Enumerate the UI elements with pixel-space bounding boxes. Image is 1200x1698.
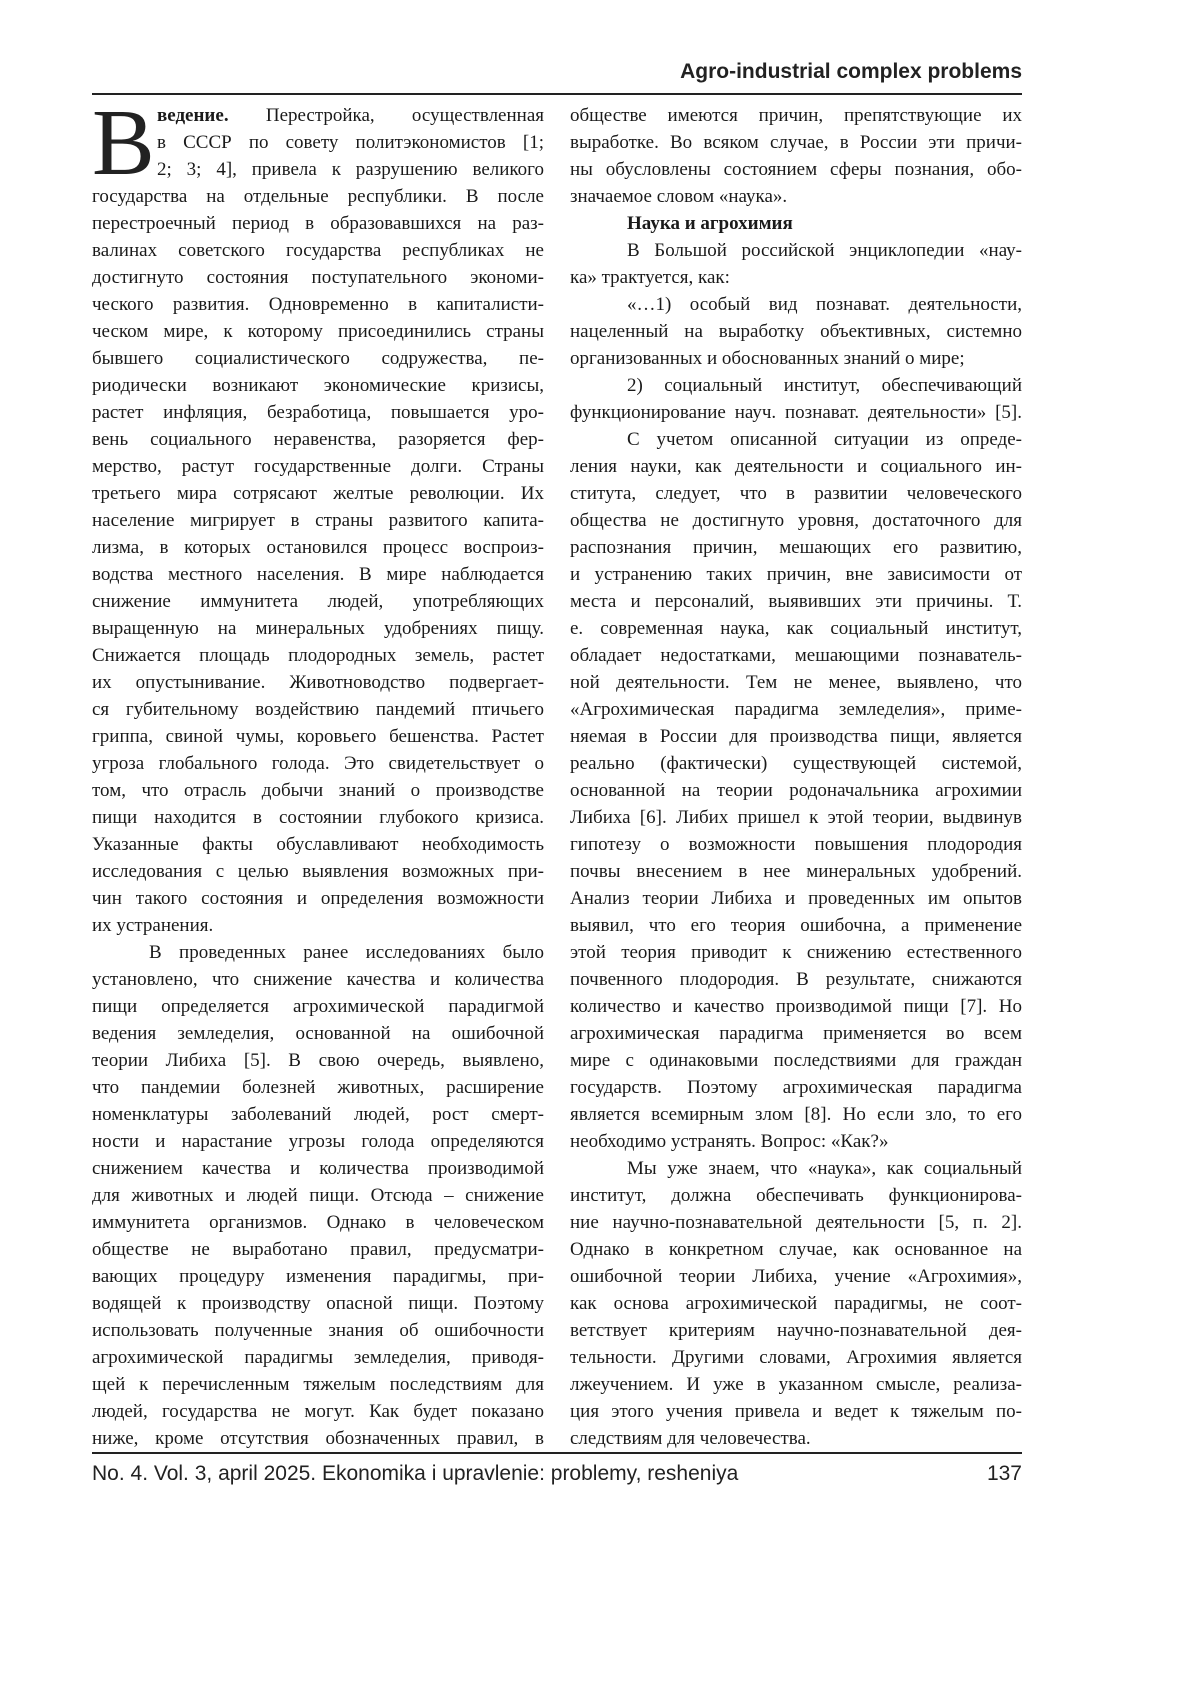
text-line: С учетом описанной ситуации из опреде- <box>570 426 1022 453</box>
text-line: мерство, растут государственные долги. Страны <box>92 453 544 480</box>
text-line: няемая в России для производства пищи, является <box>570 723 1022 750</box>
text-line: гриппа, свиной чумы, коровьего бешенства. Растет <box>92 723 544 750</box>
text-line: В Большой российской энциклопедии «нау- <box>570 237 1022 264</box>
text-line: растет инфляция, безработица, повышается уро- <box>92 399 544 426</box>
text-line: валинах советского государства республиках не <box>92 237 544 264</box>
text-line: места и персоналий, выявивших эти причины. Т. <box>570 588 1022 615</box>
text-line: обществе имеются причин, препятствующие их <box>570 102 1022 129</box>
text-line: институт, должна обеспечивать функционирова- <box>570 1182 1022 1209</box>
text-line: В проведенных ранее исследованиях было <box>92 939 544 966</box>
text-line: мире с одинаковыми последствиями для граждан <box>570 1047 1022 1074</box>
text-line: 2; 3; 4], привела к разрушению великого <box>92 156 544 183</box>
text-line: нацеленный на выработку объективных, системно <box>570 318 1022 345</box>
section-title: Agro-industrial complex problems <box>680 60 1022 84</box>
text-line: ческого развития. Одновременно в капиталисти- <box>92 291 544 318</box>
text-line: е. современная наука, как социальный институт, <box>570 615 1022 642</box>
text-line: исследования с целью выявления возможных при- <box>92 858 544 885</box>
text-line: гипотезу о возможности повышения плодородия <box>570 831 1022 858</box>
text-line: номенклатуры заболеваний людей, рост смерт- <box>92 1101 544 1128</box>
text-line: Либиха [6]. Либих пришел к этой теории, выдвинув <box>570 804 1022 831</box>
text-line: ной деятельности. Тем не менее, выявлено, что <box>570 669 1022 696</box>
text-line: Снижается площадь плодородных земель, растет <box>92 642 544 669</box>
text-line: пищи определяется агрохимической парадигмой <box>92 993 544 1020</box>
text-line: выявил, что его теория ошибочна, а применение <box>570 912 1022 939</box>
text-line: государства на отдельные республики. В после <box>92 183 544 210</box>
text-line: необходимо устранять. Вопрос: «Как?» <box>570 1128 1022 1155</box>
text-line: иммунитета организмов. Однако в человеческом <box>92 1209 544 1236</box>
intro-lead: ведение. <box>157 105 229 126</box>
text-line: достигнуто состояния поступательного экономи- <box>92 264 544 291</box>
text-line: чин такого состояния и определения возможности <box>92 885 544 912</box>
text-line: для животных и людей пищи. Отсюда – снижение <box>92 1182 544 1209</box>
text-line: агрохимическая парадигма применяется во всем <box>570 1020 1022 1047</box>
text-line: бывшего социалистического содружества, пе- <box>92 345 544 372</box>
text-line: почвенного плодородия. В результате, снижаются <box>570 966 1022 993</box>
text-line: «…1) особый вид познават. деятельности, <box>570 291 1022 318</box>
text-line: выработке. Во всяком случае, в России эти причи- <box>570 129 1022 156</box>
text-span: Перестройка, осуществленная <box>266 105 544 126</box>
text-line: установлено, что снижение качества и количества <box>92 966 544 993</box>
text-line: пищи находится в состоянии глубокого кризиса. <box>92 804 544 831</box>
text-line: ние научно-познавательной деятельности [5, п. 2]. <box>570 1209 1022 1236</box>
text-line: ститута, следует, что в развитии человеческого <box>570 480 1022 507</box>
text-line: является всемирным злом [8]. Но если зло, то его <box>570 1101 1022 1128</box>
text-line: снижение иммунитета людей, употребляющих <box>92 588 544 615</box>
text-line: ветствует критериям научно-познавательной дея- <box>570 1317 1022 1344</box>
text-line: людей, государства не могут. Как будет показано <box>92 1398 544 1425</box>
text-line: этой теория приводит к снижению естественного <box>570 939 1022 966</box>
text-line <box>92 102 544 129</box>
text-line: использовать полученные знания об ошибочности <box>92 1317 544 1344</box>
drop-cap: В <box>92 96 155 190</box>
text-line: водящей к производству опасной пищи. Поэтому <box>92 1290 544 1317</box>
text-line: что пандемии болезней животных, расширение <box>92 1074 544 1101</box>
text-line: тельности. Другими словами, Агрохимия является <box>570 1344 1022 1371</box>
footer-journal: No. 4. Vol. 3, april 2025. Ekonomika i upravlenie: problemy, resheniya <box>92 1462 738 1486</box>
text-line: Анализ теории Либиха и проведенных им опытов <box>570 885 1022 912</box>
text-line: основанной на теории родоначальника агрохимии <box>570 777 1022 804</box>
text-line: вень социального неравенства, разоряется фер- <box>92 426 544 453</box>
text-line: организованных и обоснованных знаний о мире; <box>570 345 1022 372</box>
text-line: распознания причин, мешающих его развитию, <box>570 534 1022 561</box>
text-line: 2) социальный институт, обеспечивающий <box>570 372 1022 399</box>
text-line: общества не достигнуто уровня, достаточного для <box>570 507 1022 534</box>
text-line: вающих процедуру изменения парадигмы, при- <box>92 1263 544 1290</box>
text-line: перестроечный период в образовавшихся на раз- <box>92 210 544 237</box>
text-line: том, что отрасль добычи знаний о производстве <box>92 777 544 804</box>
text-line: ка» трактуется, как: <box>570 264 1022 291</box>
text-line: функционирование науч. познават. деятельности» [5]. <box>570 399 1022 426</box>
text-line: ниже, кроме отсутствия обозначенных правил, в <box>92 1425 544 1452</box>
text-line: их опустынивание. Животноводство подвергает- <box>92 669 544 696</box>
left-column <box>92 102 544 1452</box>
text-line: ности и нарастание угрозы голода определяются <box>92 1128 544 1155</box>
footer-divider <box>92 1452 1022 1454</box>
text-line: ческом мире, к которому присоединились страны <box>92 318 544 345</box>
text-line: агрохимической парадигмы земледелия, приводя- <box>92 1344 544 1371</box>
text-line: лизма, в которых остановился процесс воспроиз- <box>92 534 544 561</box>
text-line: ведения земледелия, основанной на ошибочной <box>92 1020 544 1047</box>
page-number: 137 <box>987 1462 1022 1486</box>
text-line: «Агрохимическая парадигма земледелия», приме- <box>570 696 1022 723</box>
text-line: как основа агрохимической парадигмы, не соот- <box>570 1290 1022 1317</box>
text-line: лжеучением. И уже в указанном смысле, реализа- <box>570 1371 1022 1398</box>
text-line: следствиям для человечества. <box>570 1425 1022 1452</box>
section-heading <box>570 210 1022 237</box>
right-column <box>570 102 1022 1452</box>
header-divider <box>92 93 1022 95</box>
text-line: водства местного населения. В мире наблюдается <box>92 561 544 588</box>
text-line: значаемое словом «наука». <box>570 183 1022 210</box>
text-line: государств. Поэтому агрохимическая парадигма <box>570 1074 1022 1101</box>
text-line: Мы уже знаем, что «наука», как социальный <box>570 1155 1022 1182</box>
text-line: ны обусловлены состоянием сферы познания, обо- <box>570 156 1022 183</box>
text-line: и устранению таких причин, вне зависимости от <box>570 561 1022 588</box>
text-line: реально (фактически) существующей системой, <box>570 750 1022 777</box>
text-line: ся губительному воздействию пандемий птичьего <box>92 696 544 723</box>
text-line: их устранения. <box>92 912 544 939</box>
text-line: Однако в конкретном случае, как основанное на <box>570 1236 1022 1263</box>
text-line: угроза глобального голода. Это свидетельствует о <box>92 750 544 777</box>
text-line: количество и качество производимой пищи [7]. Но <box>570 993 1022 1020</box>
text-line: щей к перечисленным тяжелым последствиям для <box>92 1371 544 1398</box>
text-line: обществе не выработано правил, предусматри- <box>92 1236 544 1263</box>
heading-text: Наука и агрохимия <box>627 213 793 234</box>
text-line: обладает недостатками, мешающими познаватель- <box>570 642 1022 669</box>
text-line: Указанные факты обуславливают необходимость <box>92 831 544 858</box>
text-line: теории Либиха [5]. В свою очередь, выявлено, <box>92 1047 544 1074</box>
text-line: ошибочной теории Либиха, учение «Агрохимия», <box>570 1263 1022 1290</box>
text-line: выращенную на минеральных удобрениях пищу. <box>92 615 544 642</box>
text-line: третьего мира сотрясают желтые революции. Их <box>92 480 544 507</box>
text-line: почвы внесением в нее минеральных удобрений. <box>570 858 1022 885</box>
text-line: в СССР по совету политэкономистов [1; <box>92 129 544 156</box>
text-line: снижением качества и количества производимой <box>92 1155 544 1182</box>
text-line: ления науки, как деятельности и социального ин- <box>570 453 1022 480</box>
text-line: риодически возникают экономические кризисы, <box>92 372 544 399</box>
text-line: население мигрирует в страны развитого капита- <box>92 507 544 534</box>
text-line: ция этого учения привела и ведет к тяжелым по- <box>570 1398 1022 1425</box>
